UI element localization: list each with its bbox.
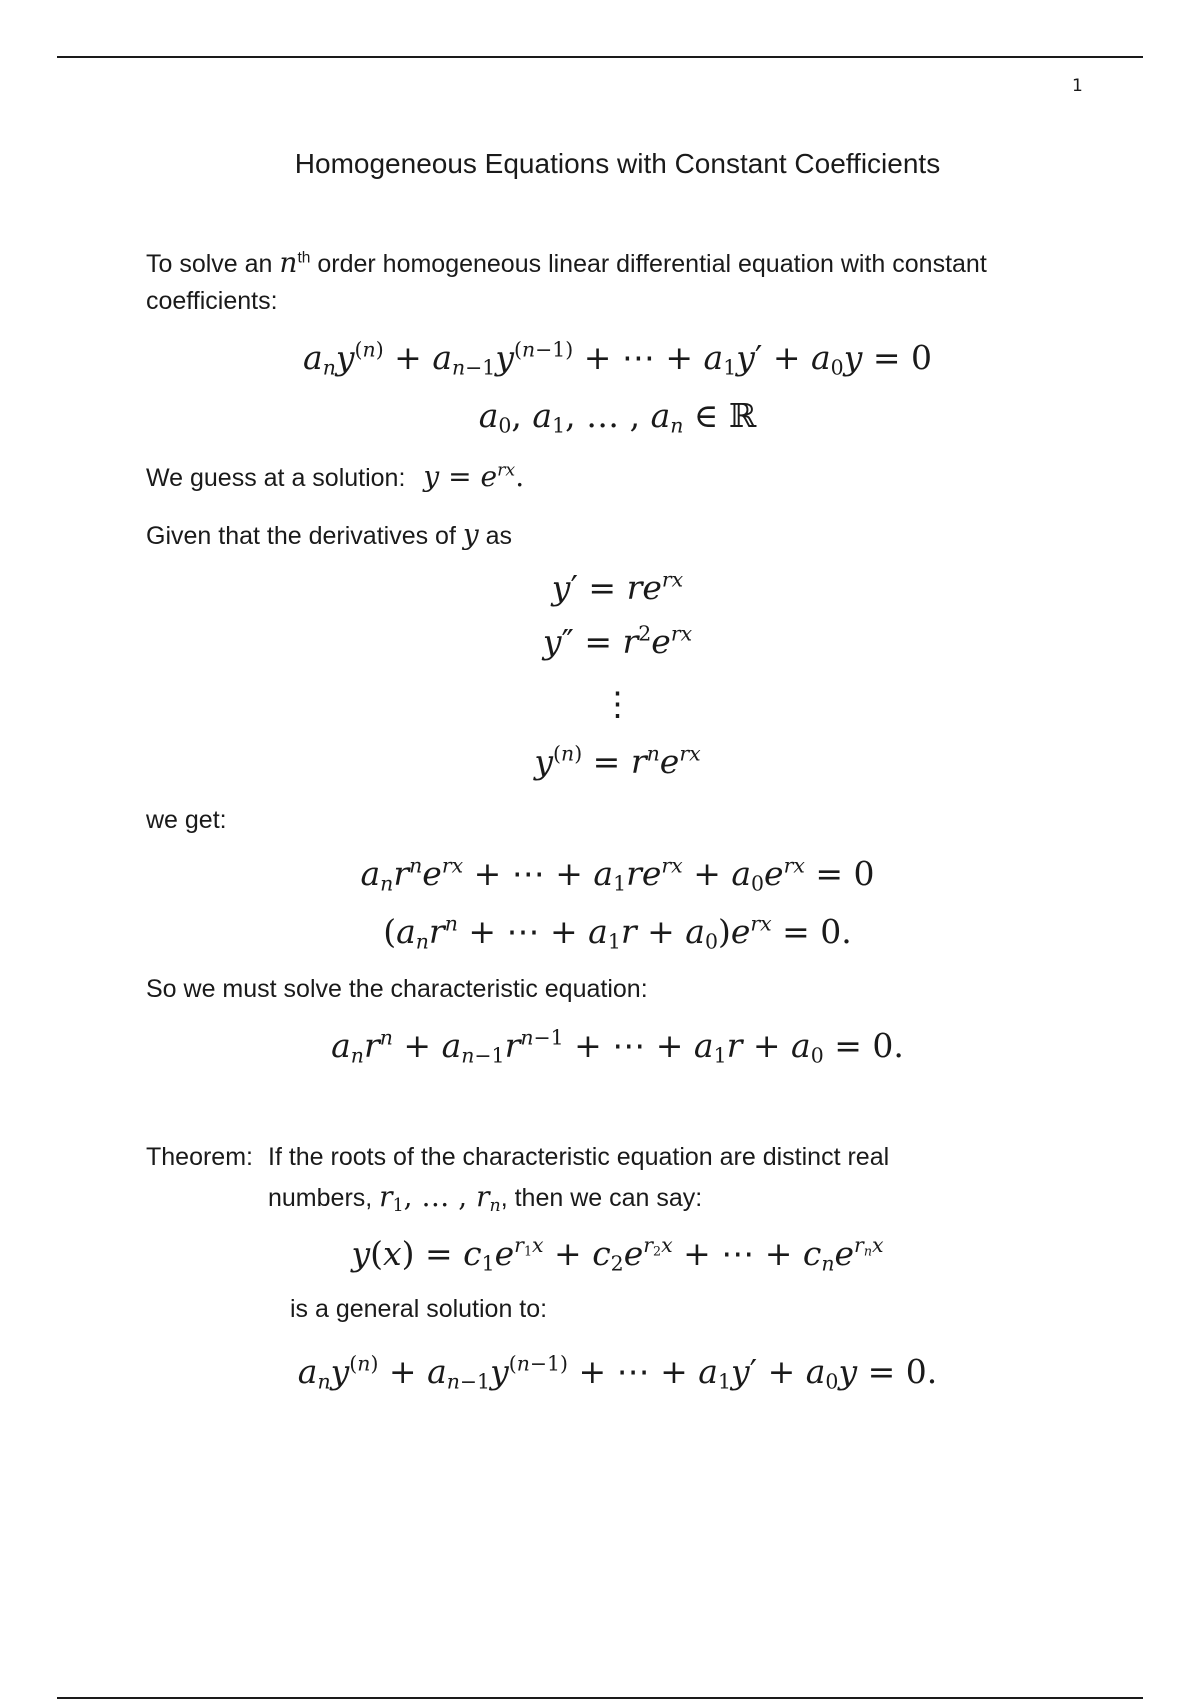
so-label: So we must solve the characteristic equation: [146, 975, 648, 1003]
intro-var: n [279, 246, 298, 279]
intro-pre: To solve an [146, 250, 280, 278]
theorem-roots: $r_1$, … , $r_n$ [379, 1180, 501, 1216]
derivatives-intro-var: y [462, 518, 479, 551]
guess-label: We guess at a solution: [146, 464, 406, 492]
intro-sup: th [297, 249, 311, 267]
page-title: Homogeneous Equations with Constant Coefficients [294, 148, 941, 179]
theorem-line2 [268, 1178, 702, 1217]
equation-first-derivative: $y' = re^{rx}$ [551, 567, 684, 607]
equation-coefficients-real: $a_0$, $a_1$, … , $a_n$ ∈ ℝ [478, 396, 757, 438]
equation-second-derivative: $y'' = r^2e^{rx}$ [542, 621, 693, 661]
theorem-line2-post: , then we can say: [500, 1184, 703, 1212]
intro-line1 [146, 244, 987, 283]
equation-factored: ($a_nr^n$ + ⋯ + $a_1r + a_0)e^{rx} = 0$. [383, 911, 852, 954]
derivatives-intro-post: as [478, 522, 513, 550]
theorem-line1: If the roots of the characteristic equation are distinct real [268, 1143, 890, 1171]
derivatives-intro [146, 516, 512, 555]
equation-vertical-dots: ⋮ [601, 684, 634, 723]
equation-de-repeat: $a_ny^{(n)} + a_{n-1}y^{(n-1)}$ + ⋯ + $a_1y' + a_0y = 0$. [297, 1351, 938, 1394]
theorem-line2-pre: numbers, [268, 1184, 380, 1212]
derivatives-intro-pre: Given that the derivatives of [146, 522, 463, 550]
theorem-line3: is a general solution to: [290, 1295, 548, 1323]
equation-characteristic: $a_nr^n + a_{n-1}r^{n-1}$ + ⋯ + $a_1r + a_0 = 0$. [331, 1025, 904, 1068]
guess-line [146, 458, 524, 497]
equation-guess: $y = e^{rx}$. [423, 460, 525, 493]
equation-de-general: $a_ny^{(n)} + a_{n-1}y^{(n-1)}$ + ⋯ + $a_1y' + a_0y = 0$ [303, 337, 932, 380]
intro-line2: coefficients: [146, 287, 278, 315]
we-get-label: we get: [146, 806, 227, 834]
intro-post: order homogeneous linear differential equation with constant [310, 250, 987, 278]
theorem-label: Theorem: [146, 1143, 253, 1171]
page-number: 1 [1072, 76, 1083, 96]
equation-substituted: $a_nr^ne^{rx}$ + ⋯ + $a_1re^{rx} + a_0e^{rx} = 0$ [360, 853, 875, 896]
equation-nth-derivative: $y^{(n)} = r^ne^{rx}$ [534, 741, 701, 781]
footer-rule [57, 1697, 1143, 1699]
header-rule [57, 56, 1143, 58]
equation-general-solution: $y(x) = c_1e^{r_1x} + c_2e^{r_2x}$ + ⋯ + $c_ne^{r_nx}$ [351, 1233, 884, 1276]
